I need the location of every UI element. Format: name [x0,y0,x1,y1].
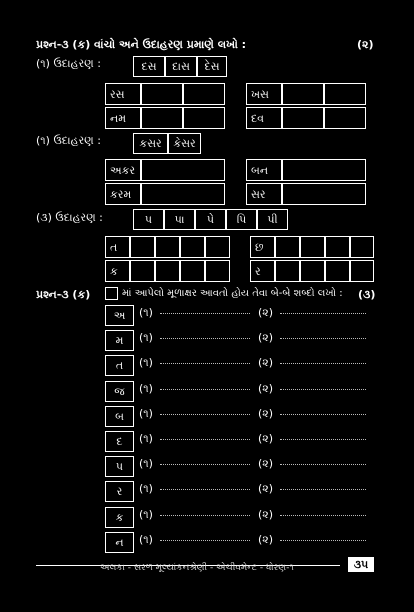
blank-square-icon [105,287,118,300]
answer-number-2: (૨) [258,432,274,445]
answer-line[interactable] [160,489,250,490]
answer-cell[interactable] [141,183,225,205]
answer-cell[interactable] [130,260,155,282]
answer-line[interactable] [160,338,250,339]
answer-cell[interactable] [325,236,350,258]
word-cell: નમ [105,107,141,129]
letter-box: અ [105,305,134,326]
answer-line[interactable] [160,464,250,465]
answer-number-1: (૧) [139,482,153,495]
answer-cell[interactable] [141,159,225,181]
question-2-marks: (૩) [358,288,376,301]
answer-line[interactable] [160,439,250,440]
answer-number-2: (૨) [258,331,274,344]
answer-number-1: (૧) [139,356,153,369]
example-1-word-3: દેસ [197,56,227,77]
word-cell: કરમ [105,183,141,205]
answer-cell[interactable] [205,236,230,258]
answer-number-1: (૧) [139,306,153,319]
example-2-word-1: કસર [133,133,168,154]
example-3-label: (૩) ઉદાહરણ : [36,211,103,224]
word-cell: છ [250,236,275,258]
answer-cell[interactable] [282,183,366,205]
answer-number-1: (૧) [139,331,153,344]
example-1-word-1: દસ [133,56,165,77]
footer-text: અલકા - સરળ મૂલ્યાંકનશ્રેણી - એચીવમેન્ટ - ધોરણ-૧ [100,563,294,573]
word-cell: દવ [246,107,282,129]
answer-cell[interactable] [205,260,230,282]
answer-cell[interactable] [180,260,205,282]
example-1-label: (૧) ઉદાહરણ : [36,57,101,70]
answer-cell[interactable] [300,236,325,258]
word-cell: સર [246,183,282,205]
letter-box: પ [105,456,134,477]
page-number: ૩૫ [348,557,374,572]
answer-line[interactable] [280,338,366,339]
answer-cell[interactable] [130,236,155,258]
answer-number-2: (૨) [258,306,274,319]
answer-cell[interactable] [282,83,324,105]
answer-number-1: (૧) [139,508,153,521]
answer-number-1: (૧) [139,382,153,395]
word-cell: ક [105,260,130,282]
example-2-label: (૧) ઉદાહરણ : [36,134,101,147]
example-2-word-2: કેસર [168,133,201,154]
letter-box: બ [105,406,134,427]
word-cell: ર [250,260,275,282]
answer-number-2: (૨) [258,457,274,470]
answer-cell[interactable] [183,83,225,105]
answer-line[interactable] [280,414,366,415]
answer-cell[interactable] [141,107,183,129]
answer-cell[interactable] [141,83,183,105]
answer-line[interactable] [280,389,366,390]
answer-cell[interactable] [183,107,225,129]
answer-cell[interactable] [282,159,366,181]
example-1-word-2: દાસ [165,56,197,77]
letter-box: જ [105,381,134,402]
answer-line[interactable] [280,515,366,516]
answer-line[interactable] [280,489,366,490]
word-cell: રસ [105,83,141,105]
answer-line[interactable] [160,515,250,516]
answer-line[interactable] [160,313,250,314]
answer-cell[interactable] [325,260,350,282]
answer-cell[interactable] [300,260,325,282]
answer-cell[interactable] [324,107,366,129]
word-cell: ત [105,236,130,258]
answer-line[interactable] [280,313,366,314]
answer-cell[interactable] [180,236,205,258]
answer-line[interactable] [160,389,250,390]
answer-cell[interactable] [275,236,300,258]
question-2-title: પ્રશ્ન-૩ (ક) [36,288,91,301]
answer-number-2: (૨) [258,482,274,495]
letter-box: ર [105,481,134,502]
answer-number-2: (૨) [258,382,274,395]
letter-box: ન [105,532,134,553]
letter-box: ક [105,507,134,528]
example-3-letter: પા [164,209,195,230]
letter-box: મ [105,330,134,351]
question-title: પ્રશ્ન-૩ (ક) વાંચો અને ઉદાહરણ પ્રમાણે લખો : [36,38,247,51]
answer-cell[interactable] [275,260,300,282]
answer-line[interactable] [160,414,250,415]
example-3-letter: પિ [226,209,257,230]
question-marks: (૨) [357,38,374,51]
answer-number-1: (૧) [139,533,153,546]
letter-box: ત [105,355,134,376]
answer-line[interactable] [160,363,250,364]
answer-cell[interactable] [282,107,324,129]
answer-number-1: (૧) [139,457,153,470]
answer-number-2: (૨) [258,407,274,420]
answer-line[interactable] [280,540,366,541]
word-cell: અકર [105,159,141,181]
answer-line[interactable] [280,439,366,440]
word-cell: ખસ [246,83,282,105]
question-2-instruction: માં આપેલો મૂળાક્ષર આવતો હોય તેવા બે-બે શબ્દો લખો : [122,288,343,299]
answer-number-1: (૧) [139,407,153,420]
answer-number-1: (૧) [139,432,153,445]
answer-number-2: (૨) [258,356,274,369]
example-3-letter: પ [133,209,164,230]
answer-cell[interactable] [155,260,180,282]
answer-number-2: (૨) [258,508,274,521]
word-cell: બન [246,159,282,181]
answer-cell[interactable] [324,83,366,105]
example-3-letter: પી [257,209,288,230]
letter-box: દ [105,431,134,452]
example-3-letter: પે [195,209,226,230]
answer-line[interactable] [160,540,250,541]
answer-line[interactable] [280,363,366,364]
answer-cell[interactable] [155,236,180,258]
answer-cell[interactable] [350,260,374,282]
answer-line[interactable] [280,464,366,465]
answer-number-2: (૨) [258,533,274,546]
answer-cell[interactable] [350,236,374,258]
